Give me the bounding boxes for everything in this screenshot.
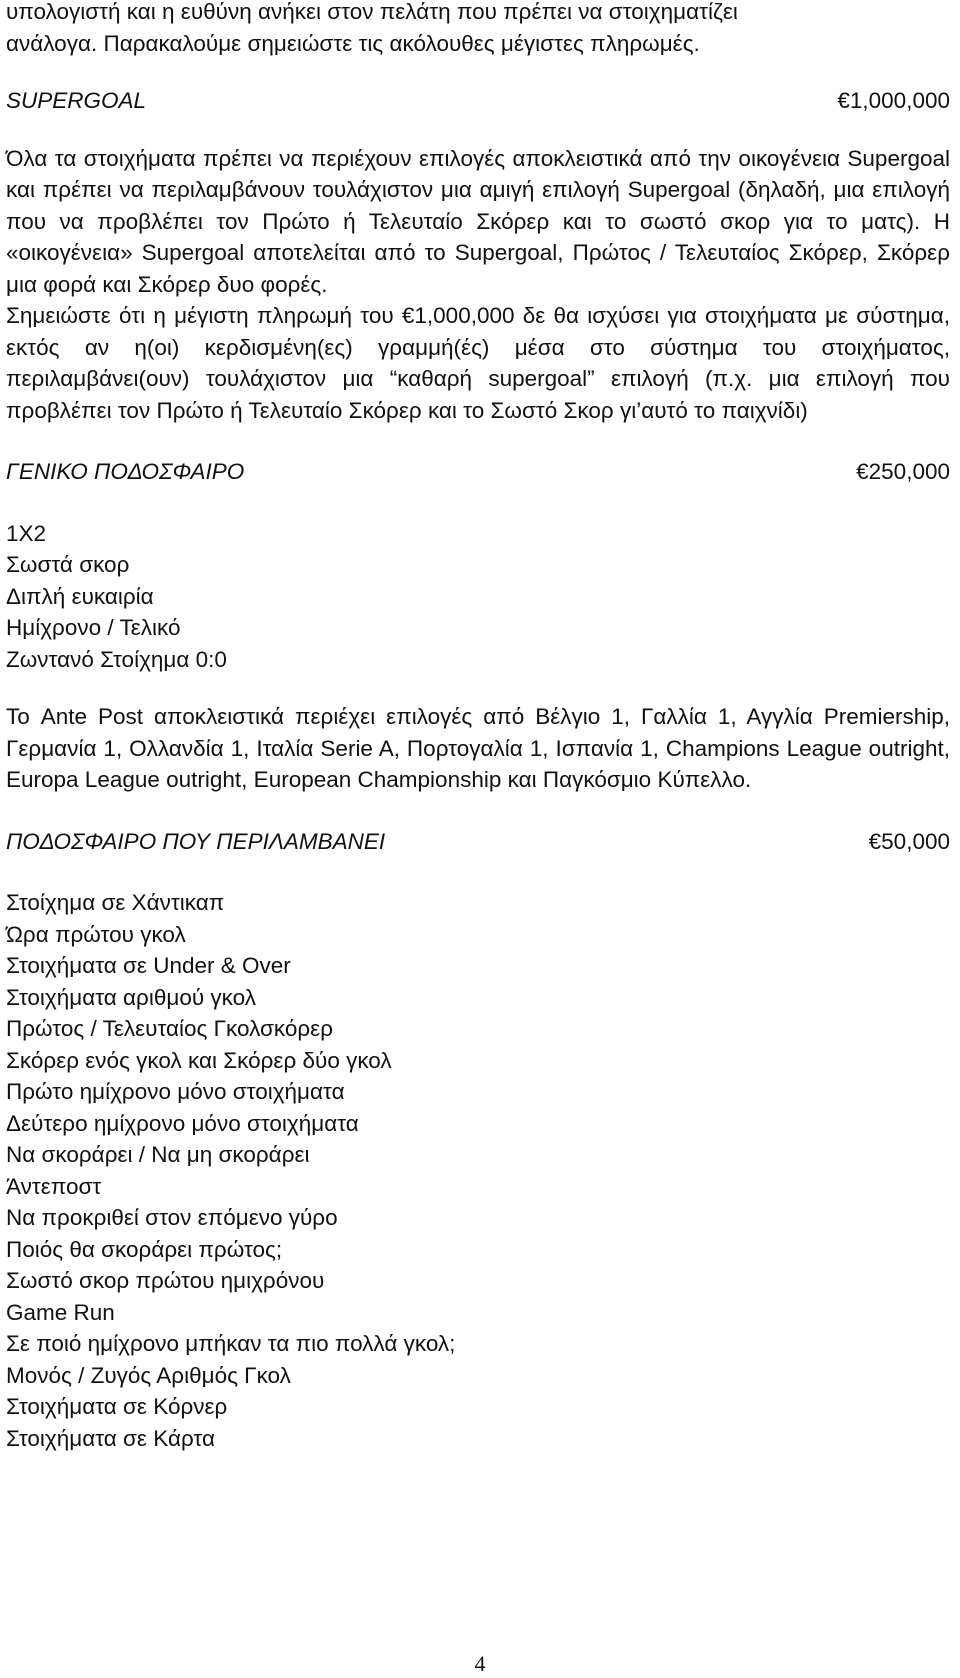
list-item: Πρώτος / Τελευταίος Γκολσκόρερ	[6, 1016, 334, 1041]
list-item: Σωστό σκορ πρώτου ημιχρόνου	[6, 1268, 325, 1293]
document-page	[6, 0, 950, 1454]
market-list	[6, 887, 950, 1454]
list-item: Μονός / Ζυγός Αριθμός Γκολ	[6, 1362, 291, 1388]
page-number: 4	[474, 1651, 486, 1676]
supergoal-note-paragraph: Σημειώστε ότι η μέγιστη πληρωμή του €1,000,000 δε θα ισχύσει για στοιχήματα με σύστημα, εκτός αν η(οι) κερδισμένη(ες) γραμμή(ές) μέσα στο σύστημα του στοιχήματος, περιλαμβάνει(ουν) τουλάχιστον μια “καθαρή supergoal” επιλογή (π.χ. μια επιλογή που προβλέπει τον Πρώτο ή Τελευταίο Σκόρερ και το Σωστό Σκορ γι’αυτό το παιχνίδι)	[6, 303, 950, 423]
football-includes-heading	[6, 826, 950, 858]
list-item: Ποιός θα σκοράρει πρώτος;	[6, 1236, 283, 1262]
general-football-heading	[6, 456, 950, 488]
supergoal-heading	[6, 85, 950, 117]
supergoal-section	[6, 85, 950, 426]
list-item: Να προκριθεί στον επόμενο γύρο	[6, 1205, 338, 1230]
supergoal-paragraph: Όλα τα στοιχήματα πρέπει να περιέχουν επιλογές αποκλειστικά από την οικογένεια Supergoal και πρέπει να περιλαμβάνουν τουλάχιστον μια αμιγή επιλογή Supergoal (δηλαδή, μια επιλογή που να προβλέπει τον Πρώτο ή Τελευταίο Σκόρερ και το σωστό σκορ για το ματς). Η «οικογένεια» Supergoal αποτελείται από το Supergoal, Πρώτος / Τελευταίος Σκόρερ, Σκόρερ μια φορά και Σκόρερ δυο φορές.	[6, 145, 950, 297]
section-title: ΓΕΝΙΚΟ ΠΟΔΟΣΦΑΙΡΟ	[6, 459, 245, 484]
list-item: Άντεποστ	[6, 1173, 102, 1199]
list-item: Στοιχήματα αριθμού γκολ	[6, 984, 256, 1010]
list-item: Σωστά σκορ	[6, 552, 130, 577]
list-item: Στοιχήματα σε Under & Over	[6, 953, 291, 978]
general-football-section	[6, 456, 950, 796]
max-payout-amount: €50,000	[868, 828, 950, 854]
list-item: Πρώτο ημίχρονο μόνο στοιχήματα	[6, 1079, 345, 1104]
list-item: Ζωντανό Στοίχημα 0:0	[6, 646, 227, 672]
list-item: Game Run	[6, 1299, 115, 1325]
list-item: Στοιχήματα σε Κόρνερ	[6, 1394, 228, 1419]
list-item: Ώρα πρώτου γκολ	[6, 921, 186, 947]
list-item: Σκόρερ ενός γκολ και Σκόρερ δύο γκολ	[6, 1047, 392, 1073]
list-item: Ημίχρονο / Τελικό	[6, 615, 181, 640]
list-item: Στοιχήματα σε Κάρτα	[6, 1425, 216, 1451]
ante-post-paragraph: Το Ante Post αποκλειστικά περιέχει επιλογές από Βέλγιο 1, Γαλλία 1, Αγγλία Premiership, Γερμανία 1, Ολλανδία 1, Ιταλία Serie A, Πορτογαλία 1, Ισπανία 1, Champions League outright, Europa League outright, European Championship και Παγκόσμιο Κύπελλο.	[6, 704, 950, 792]
intro-line: ανάλογα. Παρακαλούμε σημειώστε τις ακόλουθες μέγιστες πληρωμές.	[6, 30, 700, 56]
max-payout-amount: €1,000,000	[837, 88, 950, 113]
intro-line: υπολογιστή και η ευθύνη ανήκει στον πελάτη που πρέπει να στοιχηματίζει	[6, 0, 738, 24]
market-list	[6, 518, 950, 676]
list-item: Να σκοράρει / Να μη σκοράρει	[6, 1142, 310, 1167]
max-payout-amount: €250,000	[856, 459, 950, 484]
section-title: ΠΟΔΟΣΦΑΙΡΟ ΠΟΥ ΠΕΡΙΛΑΜΒΑΝΕΙ	[6, 828, 386, 854]
list-item: Σε ποιό ημίχρονο μπήκαν τα πιο πολλά γκολ;	[6, 1331, 456, 1356]
intro-section	[6, 0, 950, 59]
section-title: SUPERGOAL	[6, 88, 147, 113]
list-item: Στοίχημα σε Χάντικαπ	[6, 890, 225, 915]
list-item: Δεύτερο ημίχρονο μόνο στοιχήματα	[6, 1110, 359, 1136]
list-item: Διπλή ευκαιρία	[6, 583, 154, 609]
list-item: 1Χ2	[6, 520, 47, 546]
football-includes-section	[6, 826, 950, 1455]
